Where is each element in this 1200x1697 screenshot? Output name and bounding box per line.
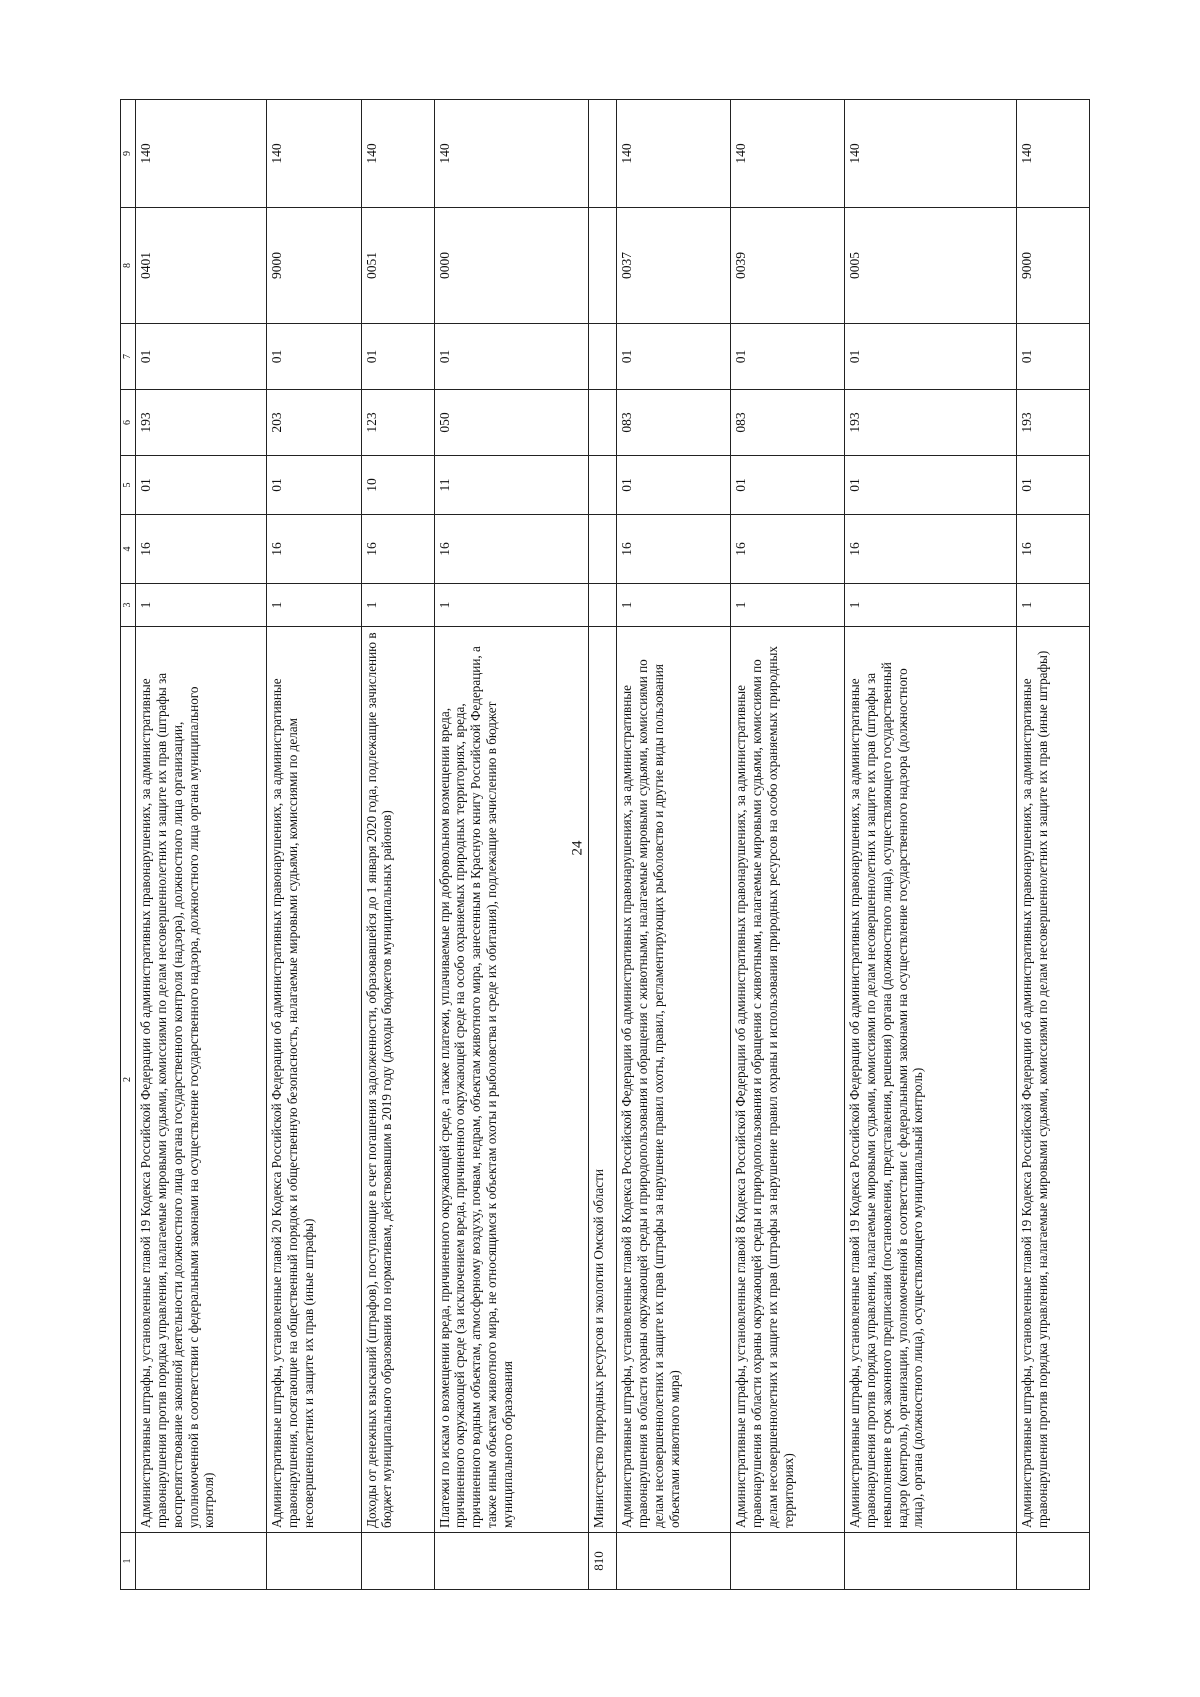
column-header: 6 (121, 390, 136, 456)
ministry-name-cell: Министерство природных ресурсов и экологии Омской области (589, 627, 617, 1533)
code-cell (589, 515, 617, 584)
admin-code-cell (136, 1533, 267, 1590)
code-cell: 123 (361, 390, 434, 456)
code-cell: 16 (731, 515, 845, 584)
code-cell: 193 (136, 390, 267, 456)
code-cell: 01 (1016, 456, 1089, 515)
column-header: 7 (121, 324, 136, 390)
code-cell: 1 (361, 584, 434, 627)
code-cell: 01 (1016, 324, 1089, 390)
code-cell: 140 (731, 100, 845, 208)
code-cell (589, 100, 617, 208)
column-header: 4 (121, 515, 136, 584)
code-cell: 01 (267, 456, 362, 515)
code-cell: 10 (361, 456, 434, 515)
code-cell: 1 (617, 584, 731, 627)
code-cell: 16 (1016, 515, 1089, 584)
code-cell: 140 (434, 100, 589, 208)
code-cell: 0000 (434, 208, 589, 324)
code-cell (589, 456, 617, 515)
code-cell: 203 (267, 390, 362, 456)
code-cell: 01 (267, 324, 362, 390)
admin-code-cell (267, 1533, 362, 1590)
description-cell: Административные штрафы, установленные главой 19 Кодекса Российской Федерации об административных правонарушениях, за административные правонарушения против порядка управления, налагаемые мировыми судьями, комиссиями по делам несовершеннолетних и защите их прав (иные штрафы) (1016, 627, 1089, 1533)
code-cell: 0005 (845, 208, 1017, 324)
code-cell (589, 208, 617, 324)
code-cell: 140 (1016, 100, 1089, 208)
code-cell: 1 (1016, 584, 1089, 627)
code-cell: 140 (267, 100, 362, 208)
admin-code-cell (731, 1533, 845, 1590)
code-cell: 1 (434, 584, 589, 627)
column-header: 1 (121, 1533, 136, 1590)
code-cell: 01 (731, 456, 845, 515)
code-cell: 01 (617, 324, 731, 390)
column-header: 2 (121, 627, 136, 1533)
column-header: 3 (121, 584, 136, 627)
code-cell: 01 (617, 456, 731, 515)
column-header: 5 (121, 456, 136, 515)
code-cell (589, 324, 617, 390)
code-cell: 1 (136, 584, 267, 627)
code-cell: 050 (434, 390, 589, 456)
code-cell: 16 (361, 515, 434, 584)
description-cell: Платежи по искам о возмещении вреда, причиненного окружающей среде, а также платежи, уплачиваемые при добровольном возмещении вреда, причиненного окружающей среде (за исключением вреда, причиненного окружающей среде на особо охраняемых природных территориях, вреда, причиненного водным объектам, атмосферному воздуху, почвам, недрам, объектам животного мира, занесенным в Красную книгу Российской Федерации, а также иным объектам животного мира, не относящимся к объектам охоты и рыболовства и среде их обитания), подлежащие зачислению в бюджет муниципального образования (434, 627, 589, 1533)
code-cell (589, 390, 617, 456)
description-cell: Доходы от денежных взысканий (штрафов), поступающие в счет погашения задолженности, образовавшейся до 1 января 2020 года, подлежащие зачислению в бюджет муниципального образования по нормативам, действовавшим в 2019 году (доходы бюджетов муниципальных районов) (361, 627, 434, 1533)
description-cell: Административные штрафы, установленные главой 19 Кодекса Российской Федерации об административных правонарушениях, за административные правонарушения против порядка управления, налагаемые мировыми судьями, комиссиями по делам несовершеннолетних и защите их прав (штрафы за невыполнение в срок законного предписания (постановления, представления, решения) органа (должностного лица), осуществляющего государственный надзор (контроль), организации, уполномоченной в соответствии с федеральными законами на осуществление государственного надзора (должностного лица), органа (должностного лица), осуществляющего муниципальный контроль) (845, 627, 1017, 1533)
table-row (136, 100, 267, 1590)
column-header: 8 (121, 208, 136, 324)
code-cell: 01 (845, 456, 1017, 515)
code-cell: 193 (1016, 390, 1089, 456)
admin-code-cell (845, 1533, 1017, 1590)
code-cell: 01 (434, 324, 589, 390)
code-cell: 01 (136, 456, 267, 515)
description-cell: Административные штрафы, установленные главой 8 Кодекса Российской Федерации об административных правонарушениях, за административные правонарушения в области охраны окружающей среды и природопользования и обращения с животными, налагаемые мировыми судьями, комиссиями по делам несовершеннолетних и защите их прав (штрафы за нарушение правил охраны и использования природных ресурсов на особо охраняемых природных территориях) (731, 627, 845, 1533)
table-row (731, 100, 845, 1590)
table-row (617, 100, 731, 1590)
code-cell: 0401 (136, 208, 267, 324)
page-number: 24 (569, 840, 586, 856)
code-cell: 140 (617, 100, 731, 208)
admin-code-cell (361, 1533, 434, 1590)
code-cell: 083 (617, 390, 731, 456)
code-cell: 193 (845, 390, 1017, 456)
table-row-section (589, 100, 617, 1590)
code-cell: 083 (731, 390, 845, 456)
code-cell: 140 (361, 100, 434, 208)
table-row (267, 100, 362, 1590)
rotated-table-container (120, 100, 1090, 1590)
code-cell: 0051 (361, 208, 434, 324)
code-cell: 01 (845, 324, 1017, 390)
table-row (845, 100, 1017, 1590)
column-number-header-row (121, 100, 136, 1590)
table-row (1016, 100, 1089, 1590)
code-cell: 16 (136, 515, 267, 584)
code-cell: 16 (434, 515, 589, 584)
admin-code-cell: 810 (589, 1533, 617, 1590)
code-cell: 0039 (731, 208, 845, 324)
code-cell: 01 (731, 324, 845, 390)
revenue-codes-table (120, 99, 1090, 1590)
code-cell: 1 (731, 584, 845, 627)
admin-code-cell (434, 1533, 589, 1590)
code-cell: 140 (845, 100, 1017, 208)
description-cell: Административные штрафы, установленные главой 19 Кодекса Российской Федерации об административных правонарушениях, за административные правонарушения против порядка управления, налагаемые мировыми судьями, комиссиями по делам несовершеннолетних и защите их прав (штрафы за воспрепятствование законной деятельности должностного лица органа государственного контроля (надзора), должностного лица организации, уполномоченной в соответствии с федеральными законами на осуществление государственного надзора, должностного лица органа муниципального контроля) (136, 627, 267, 1533)
table-row (434, 100, 589, 1590)
table-row (361, 100, 434, 1590)
code-cell: 140 (136, 100, 267, 208)
description-cell: Административные штрафы, установленные главой 20 Кодекса Российской Федерации об административных правонарушениях, за административные правонарушения, посягающие на общественный порядок и общественную безопасность, налагаемые мировыми судьями, комиссиями по делам несовершеннолетних и защите их прав (иные штрафы) (267, 627, 362, 1533)
admin-code-cell (617, 1533, 731, 1590)
code-cell: 16 (617, 515, 731, 584)
code-cell: 1 (267, 584, 362, 627)
code-cell: 0037 (617, 208, 731, 324)
code-cell: 9000 (267, 208, 362, 324)
code-cell: 1 (845, 584, 1017, 627)
code-cell: 11 (434, 456, 589, 515)
code-cell: 16 (267, 515, 362, 584)
admin-code-cell (1016, 1533, 1089, 1590)
description-cell: Административные штрафы, установленные главой 8 Кодекса Российской Федерации об административных правонарушениях, за административные правонарушения в области охраны окружающей среды и природопользования и обращения с животными, налагаемые мировыми судьями, комиссиями по делам несовершеннолетних и защите их прав (штрафы за нарушение правил охоты, правил, регламентирующих рыболовство и другие виды пользования объектами животного мира) (617, 627, 731, 1533)
code-cell (589, 584, 617, 627)
code-cell: 9000 (1016, 208, 1089, 324)
column-header: 9 (121, 100, 136, 208)
code-cell: 16 (845, 515, 1017, 584)
code-cell: 01 (136, 324, 267, 390)
code-cell: 01 (361, 324, 434, 390)
